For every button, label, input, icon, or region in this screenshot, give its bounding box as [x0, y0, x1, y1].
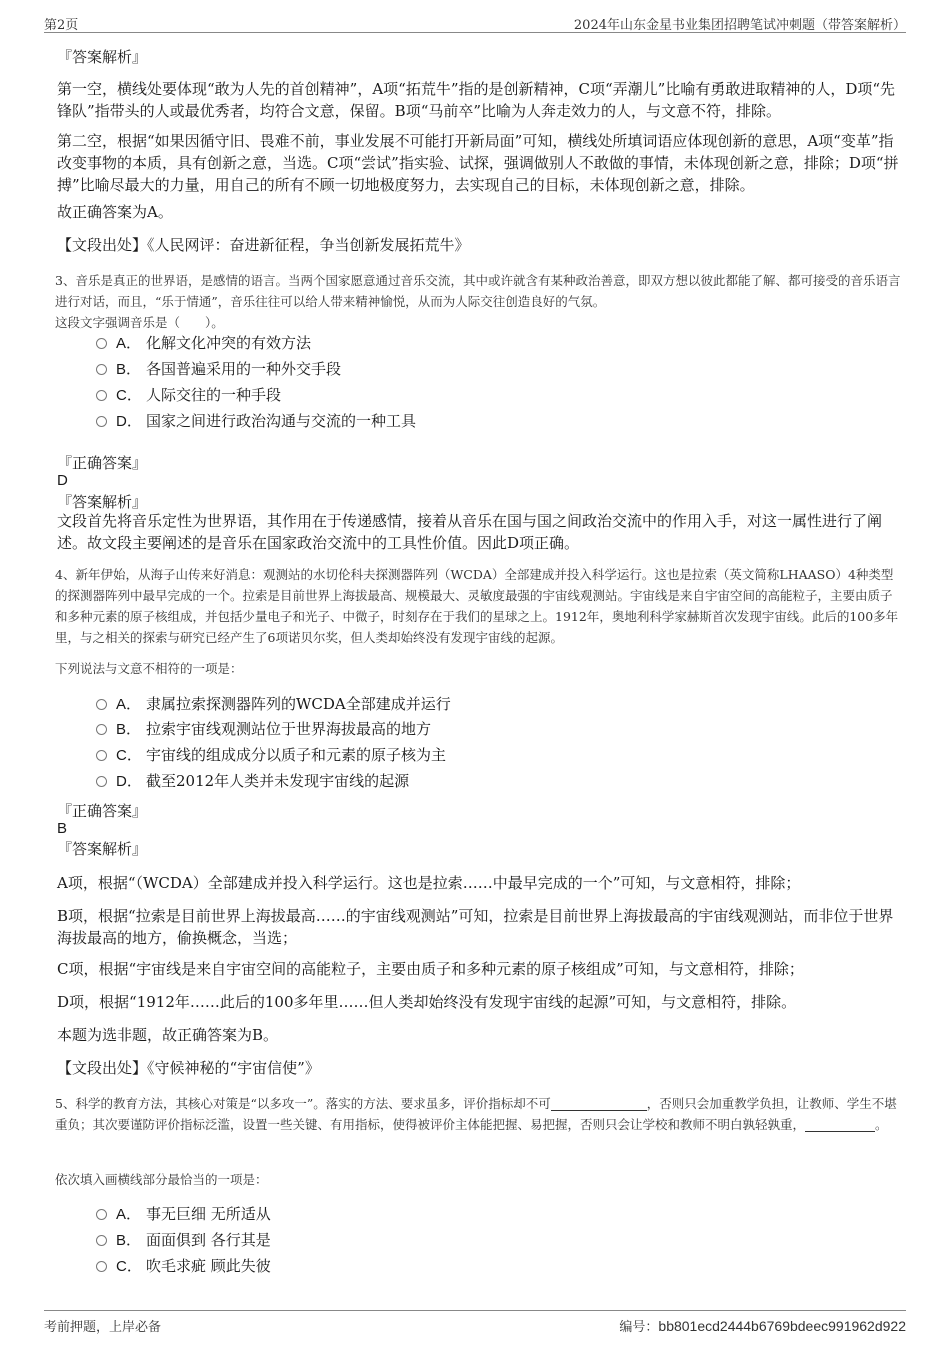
q4-stem: 4、新年伊始，从海子山传来好消息：观测站的水切伦科夫探测器阵列（WCDA）全部建成并投入科学运行。这也是拉索（英文简称LHAASO）4种类型的探测器阵列中最早完成的一个。拉索是目前世界上海拔最高、规模最大、灵敏度最强的宇宙线观测站。宇宙线是来自宇宙空间的高能粒子，主要由质子和多种元素的原子核组成，并包括少量电子和光子、中微子，时刻存在于我们的星球之上。1912年，奥地利科学家赫斯首次发现宇宙线。此后的100多年里，与之相关的探索与研究已经产生了6项诺贝尔奖，但人类却始终没有发现宇宙线的起源。 [55, 567, 899, 645]
q5-stem-part1: 5、科学的教育方法，其核心对策是“以多攻一”。落实的方法、要求虽多，评价指标却不可 [55, 1096, 551, 1111]
option-letter: B． [116, 1232, 142, 1249]
q3-option-a[interactable] [96, 332, 311, 355]
option-letter: A． [116, 335, 142, 352]
q4-option-c[interactable] [96, 744, 446, 767]
q3-analysis-label: 『答案解析』 [57, 493, 148, 511]
option-text: 面面俱到 各行其是 [146, 1231, 271, 1249]
q5-ask: 依次填入画横线部分最恰当的一项是： [55, 1172, 268, 1187]
q4-conclusion: 本题为选非题，故正确答案为B。 [57, 1026, 279, 1044]
q3-analysis: 文段首先将音乐定性为世界语，其作用在于传递感情，接着从音乐在国与国之间政治交流中的作用入手，对这一属性进行了阐述。故文段主要阐述的是音乐在国家政治交流中的工具性价值。因此D项正确。 [57, 512, 883, 552]
option-text: 截至2012年人类并未发现宇宙线的起源 [146, 772, 410, 790]
fill-blank-1[interactable] [551, 1096, 647, 1111]
q4-source: 【文段出处】《守候神秘的“宇宙信使”》 [57, 1059, 320, 1077]
q5-stem-part2: ，否则只会加重教学负担，让教师、学生不堪重负；其次要谨防评价指标泛滥，设置一些关键、有用指标，使得被评价主体能把握、易把握，否则只会让学校和教师不明白孰轻孰重， [55, 1096, 897, 1132]
q4-option-a[interactable] [96, 693, 451, 716]
option-text: 拉索宇宙线观测站位于世界海拔最高的地方 [146, 720, 432, 738]
radio-icon[interactable] [96, 416, 107, 427]
q2-analysis-label: 『答案解析』 [57, 48, 148, 66]
q4-analysis-c: C项，根据“宇宙线是来自宇宙空间的高能粒子，主要由质子和多种元素的原子核组成”可知，与文意相符，排除； [57, 960, 804, 978]
document-title: 2024年山东金星书业集团招聘笔试冲刺题（带答案解析） [573, 18, 906, 33]
q3-ask: 这段文字强调音乐是（ ）。 [55, 315, 224, 330]
q2-analysis-para2: 第二空，根据“如果因循守旧、畏难不前，事业发展不可能打开新局面”可知，横线处所填词语应体现创新的意思，A项“变革”指改变事物的本质，具有创新之意，当选。C项“尝试”指实验、试探，强调做别人不敢做的事情，未体现创新之意，排除；D项“拼搏”比喻尽最大的力量，用自己的所有不顾一切地极度努力，去实现自己的目标，未体现创新之意，排除。 [57, 132, 899, 194]
page-number: 第2页 [44, 18, 79, 33]
q4-ask: 下列说法与文意不相符的一项是： [55, 661, 243, 676]
q3-option-b[interactable] [96, 358, 341, 381]
radio-icon[interactable] [96, 338, 107, 349]
option-letter: A． [116, 696, 142, 713]
q4-answer-label: 『正确答案』 [57, 802, 148, 820]
option-text: 宇宙线的组成成分以质子和元素的原子核为主 [146, 746, 447, 764]
q3-answer-label: 『正确答案』 [57, 454, 148, 472]
q3-answer: D [57, 472, 68, 489]
option-text: 人际交往的一种手段 [146, 386, 282, 404]
q4-analysis-label: 『答案解析』 [57, 840, 148, 858]
radio-icon[interactable] [96, 699, 107, 710]
document-code [619, 1316, 906, 1335]
q4-option-b[interactable] [96, 718, 431, 741]
q3-stem: 3、音乐是真正的世界语，是感情的语言。当两个国家愿意通过音乐交流，其中或许就含有某种政治善意，即双方想以彼此都能了解、都可接受的音乐语言进行对话，而且，“乐于情通”，音乐往往可以给人带来精神愉悦，从而为人际交往创造良好的气氛。 [55, 273, 901, 309]
q5-option-a[interactable] [96, 1203, 271, 1226]
option-letter: D． [116, 413, 142, 430]
q5-stem-part3: 。 [875, 1117, 888, 1132]
code-value: bb801ecd2444b6769bdeec991962d922 [658, 1318, 906, 1334]
q4-option-d[interactable] [96, 770, 409, 793]
option-letter: B． [116, 361, 142, 378]
radio-icon[interactable] [96, 776, 107, 787]
q3-option-c[interactable] [96, 384, 281, 407]
option-letter: A． [116, 1206, 142, 1223]
radio-icon[interactable] [96, 1235, 107, 1246]
fill-blank-2[interactable] [805, 1117, 875, 1132]
radio-icon[interactable] [96, 390, 107, 401]
page-footer [44, 1310, 906, 1335]
option-text: 事无巨细 无所适从 [146, 1205, 271, 1223]
q4-analysis-d: D项，根据“1912年……此后的100多年里……但人类却始终没有发现宇宙线的起源”可知，与文意相符，排除。 [57, 993, 797, 1011]
radio-icon[interactable] [96, 364, 107, 375]
option-text: 化解文化冲突的有效方法 [146, 334, 312, 352]
q4-analysis-a: A项，根据“（WCDA）全部建成并投入科学运行。这也是拉索……中最早完成的一个”可知，与文意相符，排除； [57, 874, 801, 892]
q5-stem [55, 1093, 904, 1135]
option-letter: B． [116, 721, 142, 738]
q5-option-c[interactable] [96, 1255, 271, 1278]
page-header [44, 12, 906, 33]
option-text: 各国普遍采用的一种外交手段 [146, 360, 342, 378]
code-label: 编号： [619, 1320, 659, 1335]
q2-conclusion: 故正确答案为A。 [57, 203, 173, 221]
q3-option-d[interactable] [96, 410, 416, 433]
option-text: 国家之间进行政治沟通与交流的一种工具 [146, 412, 417, 430]
radio-icon[interactable] [96, 1261, 107, 1272]
option-text: 吹毛求疵 顾此失彼 [146, 1257, 271, 1275]
radio-icon[interactable] [96, 1209, 107, 1220]
footer-motto: 考前押题，上岸必备 [44, 1320, 162, 1335]
option-letter: C． [116, 387, 142, 404]
q4-answer: B [57, 820, 68, 837]
q2-analysis-para1: 第一空，横线处要体现“敢为人先的首创精神”，A项“拓荒牛”指的是创新精神，C项“弄潮儿”比喻有勇敢进取精神的人，D项“先锋队”指带头的人或最优秀者，均符合文意，保留。B项“马前卒”比喻为人奔走效力的人，与文意不符，排除。 [57, 80, 896, 120]
option-letter: C． [116, 747, 142, 764]
option-letter: C． [116, 1258, 142, 1275]
q2-source: 【文段出处】《人民网评：奋进新征程，争当创新发展拓荒牛》 [57, 236, 470, 254]
q4-analysis-b: B项，根据“拉索是目前世界上海拔最高……的宇宙线观测站”可知，拉索是目前世界上海拔最高的宇宙线观测站，而非位于世界海拔最高的地方，偷换概念，当选； [57, 907, 894, 947]
radio-icon[interactable] [96, 724, 107, 735]
radio-icon[interactable] [96, 750, 107, 761]
q5-option-b[interactable] [96, 1229, 271, 1252]
option-text: 隶属拉索探测器阵列的WCDA全部建成并运行 [146, 695, 451, 713]
option-letter: D． [116, 773, 142, 790]
